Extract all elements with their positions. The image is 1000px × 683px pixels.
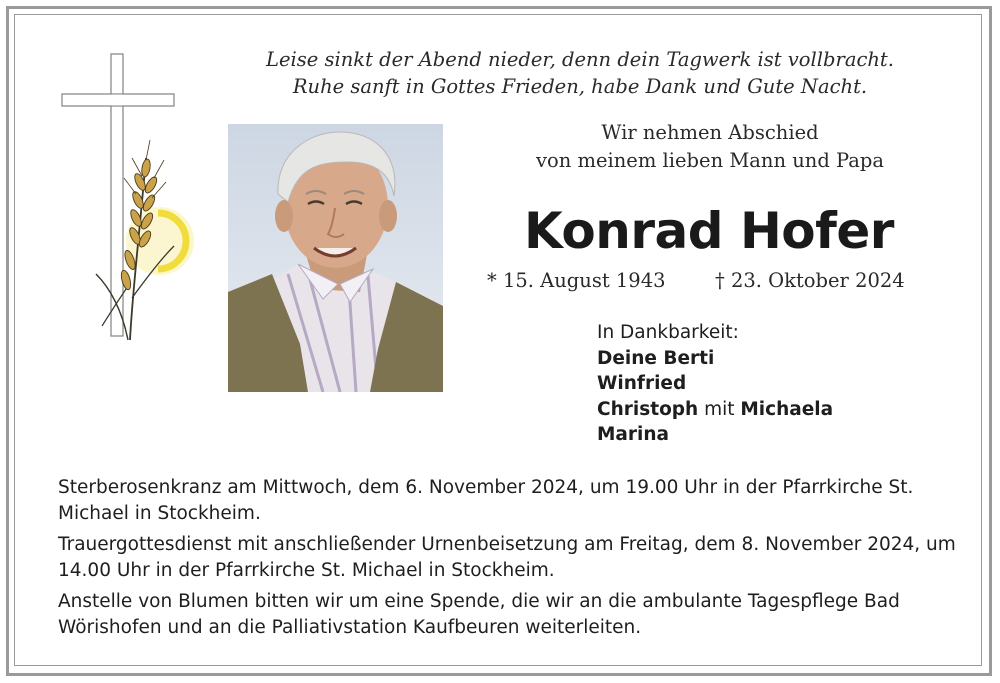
cross-with-wheat-icon [50,48,220,348]
farewell-intro [470,119,950,175]
mourner-partner: Michaela [740,398,834,420]
mourner-line-2: Winfried [597,373,687,394]
mourners-list [597,320,957,448]
portrait-photo [228,124,443,392]
deceased-name: Konrad Hofer [524,202,894,260]
mourner-line-4: Marina [597,424,670,445]
death-date: † 23. Oktober 2024 [715,269,905,292]
verse-line-2: Ruhe sanft in Gottes Frieden, habe Dank und Gute Nacht. [292,75,868,98]
life-dates [487,267,937,295]
announcements [58,475,958,646]
donation-note: Anstelle von Blumen bitten wir um eine Spende, die wir an die ambulante Tagespflege Bad Wörishofen und an die Palliativstation Kaufbeuren weiterleiten. [58,591,900,638]
verse [230,46,930,100]
mourner-line-3 [597,397,957,423]
rosary-announcement: Sterberosenkranz am Mittwoch, dem 6. November 2024, um 19.00 Uhr in der Pfarrkirche St. Michael in Stockheim. [58,477,914,524]
intro-line-1: Wir nehmen Abschied [601,121,819,144]
mourner-line-1: Deine Berti [597,347,715,369]
verse-line-1: Leise sinkt der Abend nieder, denn dein Tagwerk ist vollbracht. [266,48,894,71]
birth-date: * 15. August 1943 [487,269,666,292]
mourner-name: Christoph [597,398,699,420]
mourner-joiner: mit [698,398,741,420]
service-announcement: Trauergottesdienst mit anschließender Urnenbeisetzung am Freitag, dem 8. November 2024, um 14.00 Uhr in der Pfarrkirche St. Michael in Stockheim. [58,534,956,581]
intro-line-2: von meinem lieben Mann und Papa [535,149,885,172]
mourners-heading: In Dankbarkeit: [597,322,739,343]
